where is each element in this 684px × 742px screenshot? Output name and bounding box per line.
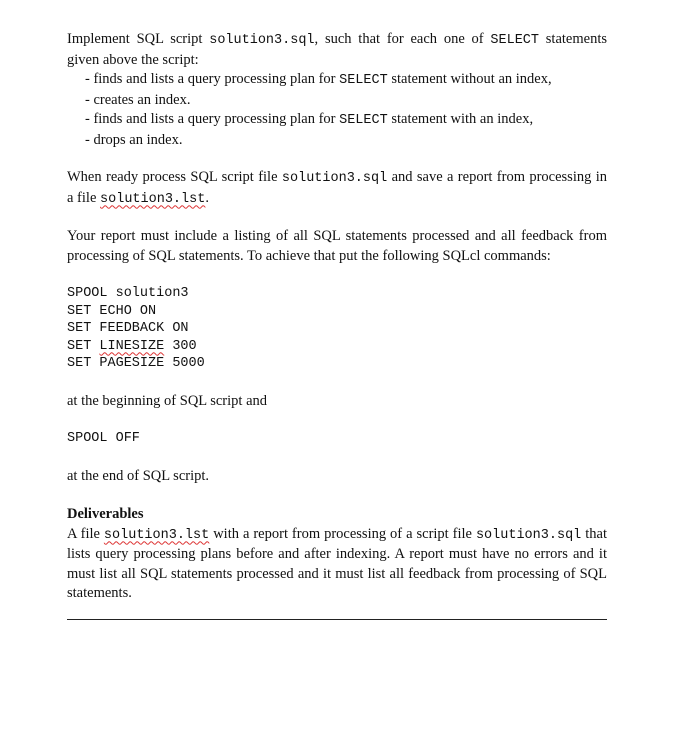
- step-3-keyword: SELECT: [339, 113, 388, 128]
- command-linesize: [67, 338, 607, 356]
- document-page: [67, 30, 607, 620]
- begin-text: at the beginning of SQL script and: [67, 392, 268, 409]
- step-4: - drops an index.: [85, 131, 183, 148]
- step-1-keyword: SELECT: [339, 73, 388, 88]
- step-2: - creates an index.: [85, 91, 191, 108]
- process-text-3: .: [205, 189, 209, 206]
- command-pagesize: SET PAGESIZE 5000: [67, 356, 205, 371]
- process-report-file: solution3.lst: [100, 191, 206, 207]
- deliverables-script-name: solution3.sql: [475, 527, 582, 543]
- steps-list: [85, 70, 607, 150]
- sqlcl-commands-block: [67, 285, 607, 373]
- horizontal-rule: [67, 619, 607, 620]
- deliverables-text-3: that lists query processing plans before and after indexing. A report must have no errors and it must list all SQL statements processed and it must list all feedback from processing of SQL statements.: [67, 525, 607, 601]
- end-text: at the end of SQL script.: [67, 467, 210, 484]
- command-linesize-value: 300: [164, 338, 197, 354]
- command-linesize-keyword: LINESIZE: [99, 338, 165, 354]
- command-echo: SET ECHO ON: [67, 303, 157, 319]
- report-paragraph: Your report must include a listing of all SQL statements processed and all feedback from processing of SQL statements. To achieve that put the following SQLcl commands:: [67, 228, 607, 264]
- process-text-1: When ready process SQL script file: [67, 169, 282, 185]
- command-linesize-prefix: SET: [67, 338, 100, 354]
- command-spool: SPOOL solution3: [67, 286, 189, 301]
- deliverables-heading: Deliverables: [67, 506, 144, 522]
- step-3-text-end: statement with an index,: [387, 111, 534, 127]
- process-paragraph: [67, 168, 607, 209]
- process-script-name: solution3.sql: [281, 171, 388, 186]
- intro-script-name: solution3.sql: [209, 33, 315, 48]
- process-text-2: and save a report from processing in a file: [67, 169, 607, 206]
- step-1: [85, 70, 607, 91]
- step-3: [85, 110, 607, 131]
- deliverables-paragraph: [67, 525, 607, 604]
- intro-text-1: Implement SQL script: [67, 31, 210, 47]
- step-1-text-end: statement without an index,: [387, 71, 552, 87]
- intro-text-2: , such that for each one of: [314, 31, 491, 47]
- deliverables-text-2: with a report from processing of a script file: [209, 525, 476, 542]
- step-1-text: - finds and lists a query processing plan for: [85, 71, 340, 87]
- deliverables-report-file: solution3.lst: [103, 527, 210, 543]
- intro-paragraph: [67, 30, 607, 70]
- spool-off-command: SPOOL OFF: [67, 431, 140, 446]
- deliverables-text-1: A file: [67, 525, 104, 542]
- command-feedback: SET FEEDBACK ON: [67, 321, 189, 336]
- intro-select-keyword: SELECT: [490, 33, 540, 48]
- intro-text-3: statements given above the script:: [67, 31, 607, 68]
- step-3-text: - finds and lists a query processing plan for: [85, 111, 340, 127]
